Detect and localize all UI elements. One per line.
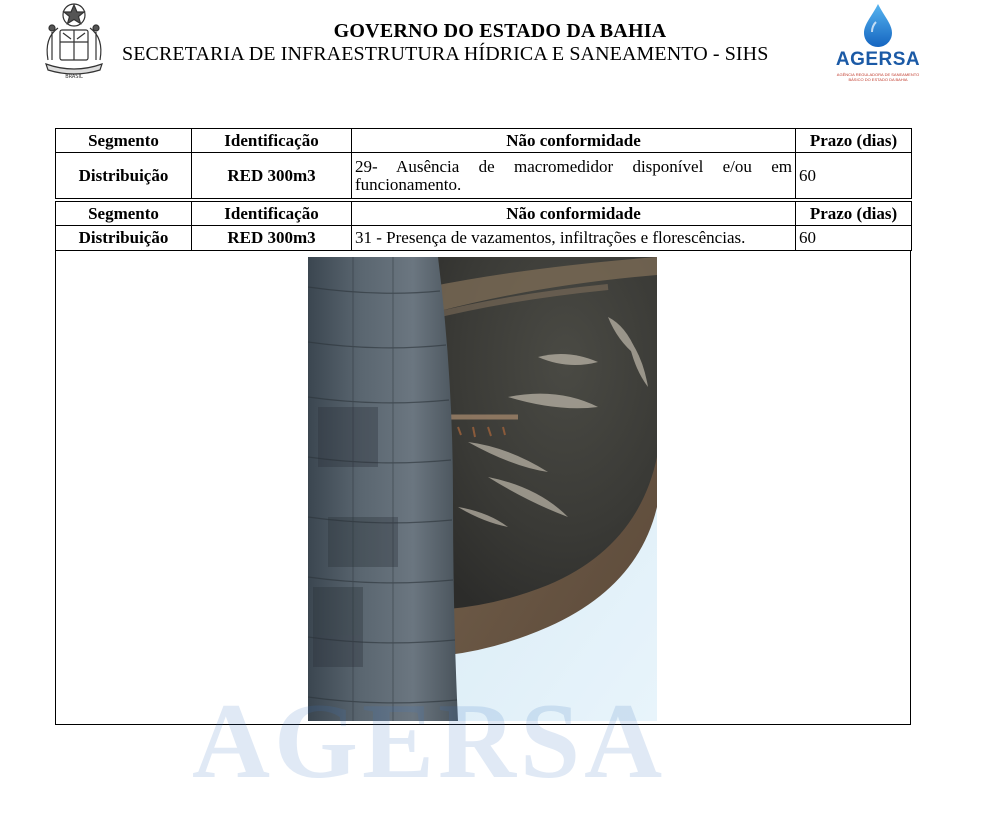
header-nonconformity: Não conformidade xyxy=(352,129,796,153)
table-row xyxy=(56,153,912,199)
nonconformity-table-1 xyxy=(55,128,912,199)
agersa-watermark: AGERSA xyxy=(192,682,667,801)
table-header-row xyxy=(56,202,912,226)
water-drop-icon xyxy=(826,2,930,50)
cell-identification: RED 300m3 xyxy=(192,226,352,251)
header-segment: Segmento xyxy=(56,202,192,226)
header-deadline: Prazo (dias) xyxy=(796,129,912,153)
cell-deadline: 60 xyxy=(796,226,912,251)
agersa-logo xyxy=(826,2,930,84)
header-identification: Identificação xyxy=(192,129,352,153)
table-row xyxy=(56,226,912,251)
cell-segment: Distribuição xyxy=(56,153,192,199)
cell-nonconformity: 29- Ausência de macromedidor disponível e/ou em funcionamento. xyxy=(352,153,796,199)
agency-tagline: AGÊNCIA REGULADORA DE SANEAMENTO BÁSICO DO ESTADO DA BAHIA xyxy=(836,72,920,82)
header-nonconformity: Não conformidade xyxy=(352,202,796,226)
coat-motto-text: BRASIL xyxy=(65,74,83,80)
header-identification: Identificação xyxy=(192,202,352,226)
header-deadline: Prazo (dias) xyxy=(796,202,912,226)
cell-nonconformity: 31 - Presença de vazamentos, infiltrações e florescências. xyxy=(352,226,796,251)
cell-segment: Distribuição xyxy=(56,226,192,251)
agency-name: AGERSA xyxy=(835,49,921,70)
cell-identification: RED 300m3 xyxy=(192,153,352,199)
table-header-row xyxy=(56,129,912,153)
page-subtitle: SECRETARIA DE INFRAESTRUTURA HÍDRICA E SANEAMENTO - SIHS xyxy=(122,43,769,65)
document-header xyxy=(0,0,1000,95)
header-segment: Segmento xyxy=(56,129,192,153)
evidence-photo xyxy=(308,257,657,721)
page-title: GOVERNO DO ESTADO DA BAHIA xyxy=(333,20,667,42)
nonconformity-table-2 xyxy=(55,201,912,251)
cell-deadline: 60 xyxy=(796,153,912,199)
